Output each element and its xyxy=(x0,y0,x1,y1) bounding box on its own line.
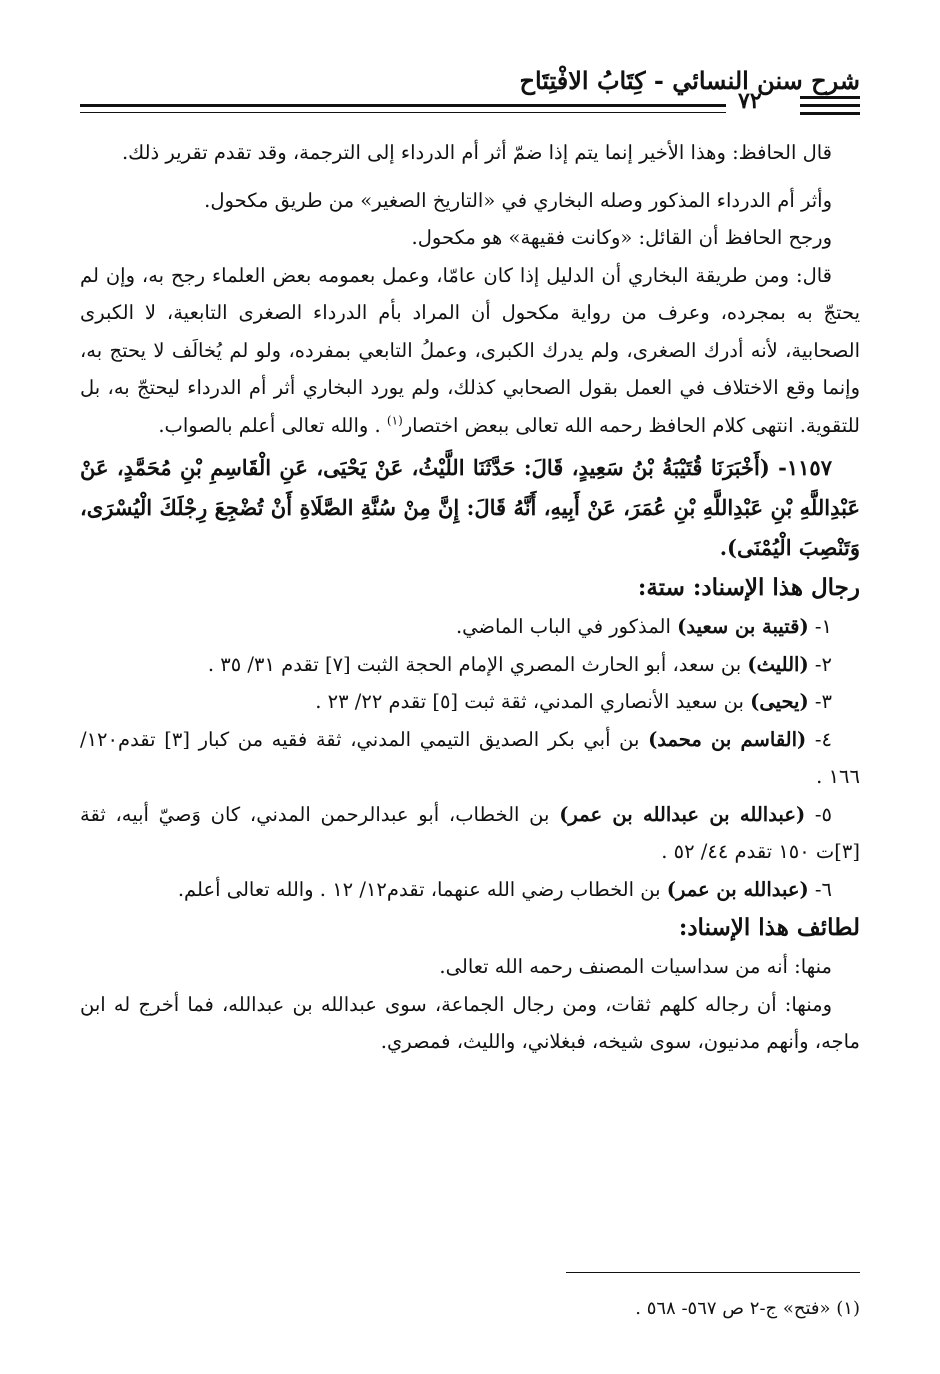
paragraph: ومنها: أن رجاله كلهم ثقات، ومن رجال الجماعة، سوى عبدالله بن عبدالله، فما أخرج له ابن ماجه، وأنهم مدنيون، سوى شيخه، فبغلاني، والليث، فمصري. xyxy=(80,992,860,1053)
narrator-number: ٤- xyxy=(806,727,832,751)
header-side-rule xyxy=(800,96,860,99)
narrator-name: (القاسم بن محمد) xyxy=(648,727,807,751)
paragraph-text: . والله تعالى أعلم بالصواب. xyxy=(158,413,387,437)
section-heading: رجال هذا الإسناد: ستة: xyxy=(637,574,860,601)
narrator-name: (يحيى) xyxy=(750,690,809,713)
hadith-text: ١١٥٧- (أَخْبَرَنَا قُتَيْبَةُ بْنُ سَعِيدٍ، قَالَ: حَدَّثَنَا اللَّيْثُ، عَنْ يَحْيَى، عَنِ الْقَاسِمِ بْنِ مُحَمَّدٍ، عَنْ عَبْدِاللَّهِ بْنِ عَبْدِاللَّهِ بْنِ عُمَرَ، عَنْ أَبِيهِ، أَنَّهُ قَالَ: إِنَّ مِنْ سُنَّةِ الصَّلَاةِ أَنْ تُضْجِعَ رِجْلَكَ الْيُسْرَى، وَتَنْصِبَ الْيُمْنَى). xyxy=(80,455,860,560)
narrator-name: (عبدالله بن عبدالله بن عمر) xyxy=(559,802,806,826)
paragraph: منها: أنه من سداسيات المصنف رحمه الله تعالى. xyxy=(439,955,832,978)
narrator-number: ٢- xyxy=(808,652,832,676)
running-header-title: شرح سنن النسائي - كِتَابُ الافْتِتَاح xyxy=(519,66,860,95)
narrator-number: ٣- xyxy=(808,690,832,713)
header-side-rule xyxy=(800,104,860,107)
narrator-number: ١- xyxy=(808,615,832,638)
narrator-item xyxy=(80,871,860,909)
footnote-separator xyxy=(566,1272,860,1273)
header-rule xyxy=(80,104,726,107)
section-heading: لطائف هذا الإسناد: xyxy=(678,914,860,941)
header-rule-thin xyxy=(80,112,726,113)
narrator-name: (الليث) xyxy=(747,652,809,676)
page-number: ٧٢ xyxy=(738,88,762,114)
narrator-item xyxy=(80,721,860,796)
narrator-text: بن سعيد الأنصاري المدني، ثقة ثبت [٥] تقدم ٢٢/ ٢٣ . xyxy=(315,690,751,713)
narrator-text: بن الخطاب رضي الله عنهما، تقدم١٢/ ١٢ . والله تعالى أعلم. xyxy=(177,877,667,901)
header-side-rule xyxy=(800,112,860,115)
narrator-text: بن الخطاب، أبو عبدالرحمن المدني، كان وَصيّ أبيه، ثقة [٣]ت ١٥٠ تقدم ٤٤/ ٥٢ . xyxy=(80,802,860,863)
narrator-text: المذكور في الباب الماضي. xyxy=(455,615,678,638)
paragraph: قال الحافظ: وهذا الأخير إنما يتم إذا ضمّ أثر أم الدرداء إلى الترجمة، وقد تقدم تقرير ذلك. xyxy=(121,141,832,164)
narrator-name: (قتيبة بن سعيد) xyxy=(677,615,809,638)
paragraph-text: قال: ومن طريقة البخاري أن الدليل إذا كان عامّا، وعمل بعمومه بعض العلماء رجح به، وإن لم يحتجّ به بمجرده، وعرف من رواية مكحول أن المراد بأم الدرداء الصغرى التابعية، لا الكبرى الصحابية، لأنه أدرك الصغرى، ولم يدرك الكبرى، وعملُ التابعي بمفرده، ولو لم يُخالَف لا يحتج به، وإنما وقع الاختلاف في العمل بقول الصحابي كذلك، ولم يورد البخاري أثر أم الدرداء ليحتجّ به، بل للتقوية. انتهى كلام الحافظ رحمه الله تعالى ببعض اختصار xyxy=(80,263,860,437)
narrator-number: ٥- xyxy=(805,802,832,826)
footnote: (١) «فتح» ج-٢ ص ٥٦٧- ٥٦٨ . xyxy=(635,1298,860,1319)
narrator-item xyxy=(80,608,860,646)
narrator-text: بن سعد، أبو الحارث المصري الإمام الحجة الثبت [٧] تقدم ٣١/ ٣٥ . xyxy=(207,652,748,676)
narrator-text: بن أبي بكر الصديق التيمي المدني، ثقة فقيه من كبار [٣] تقدم١٢٠/ ١٦٦ . xyxy=(80,727,860,788)
paragraph xyxy=(80,257,860,445)
narrator-item xyxy=(80,646,860,684)
page-body xyxy=(80,134,860,1061)
narrator-item xyxy=(80,683,860,721)
paragraph: وأثر أم الدرداء المذكور وصله البخاري في «التاريخ الصغير» من طريق مكحول. xyxy=(204,188,832,212)
narrator-name: (عبدالله بن عمر) xyxy=(666,877,809,901)
narrator-item xyxy=(80,796,860,871)
narrator-number: ٦- xyxy=(808,877,832,901)
paragraph: ورجح الحافظ أن القائل: «وكانت فقيهة» هو مكحول. xyxy=(411,226,832,249)
footnote-ref[interactable]: (١) xyxy=(386,413,403,427)
